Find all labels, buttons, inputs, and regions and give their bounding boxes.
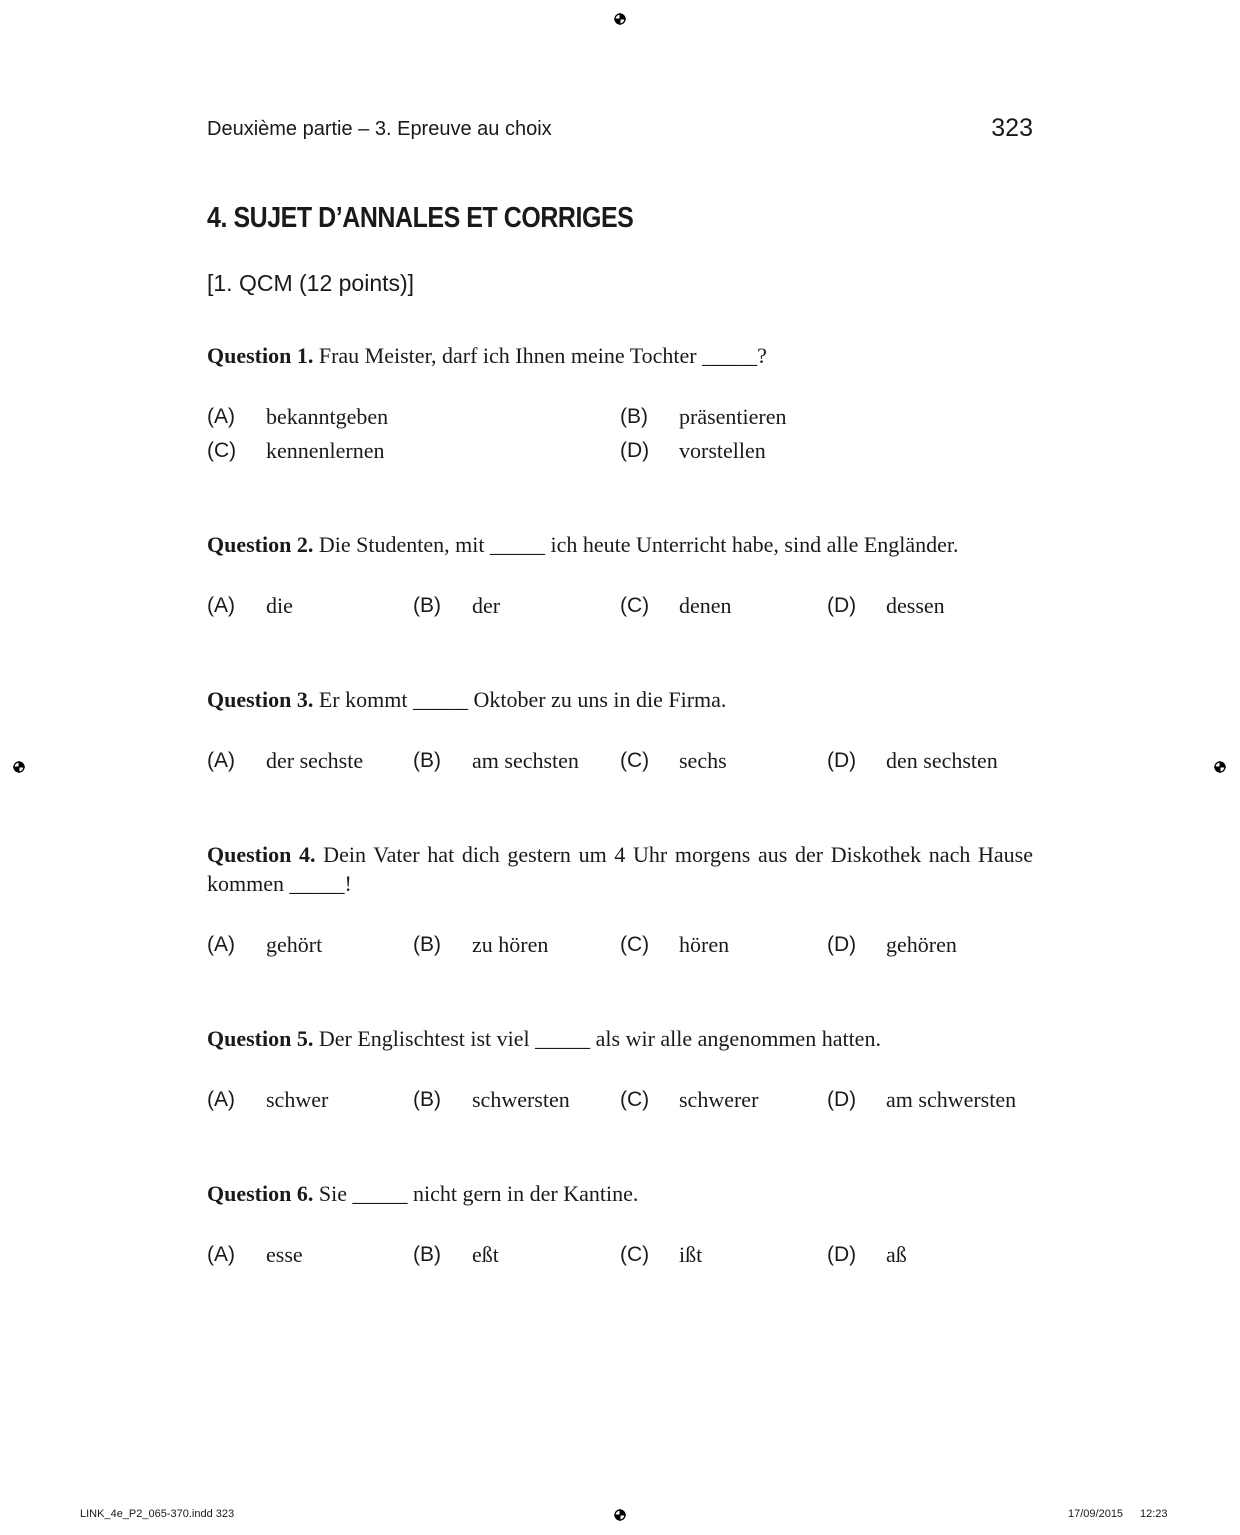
option-letter: (B) <box>620 405 648 428</box>
option-text: denen <box>679 593 732 618</box>
option-letter: (D) <box>827 933 857 956</box>
option-letter: (A) <box>207 749 235 772</box>
option-text: hören <box>679 932 730 957</box>
option-letter: (B) <box>413 933 441 956</box>
option-text: der sechste <box>266 748 364 773</box>
option-letter: (D) <box>827 1088 857 1111</box>
question-text: Die Studenten, mit _____ ich heute Unterricht habe, sind alle Engländer. <box>313 532 959 557</box>
option-text: schwerer <box>679 1087 759 1112</box>
question-label: Question 6. <box>207 1181 314 1206</box>
option-text: zu hören <box>472 932 549 957</box>
footer-file-info: LINK_4e_P2_065-370.indd 323 <box>80 1508 235 1520</box>
question-5 <box>207 1024 1033 1053</box>
registration-mark-icon <box>13 761 25 773</box>
question-text: Frau Meister, darf ich Ihnen meine Tochter _____? <box>313 343 767 368</box>
option-letter: (B) <box>413 594 441 617</box>
option-letter: (B) <box>413 1243 441 1266</box>
option-text: gehört <box>266 932 323 957</box>
option-letter: (A) <box>207 1243 235 1266</box>
option-letter: (A) <box>207 1088 235 1111</box>
question-1 <box>207 341 1033 370</box>
option-letter: (B) <box>413 1088 441 1111</box>
option-letter: (C) <box>620 1088 650 1111</box>
question-6 <box>207 1179 1033 1208</box>
option-text: sechs <box>679 748 727 773</box>
option-text: ißt <box>679 1242 703 1267</box>
option-text: die <box>266 593 293 618</box>
question-label: Question 4. <box>207 842 316 867</box>
option-text: den sechsten <box>886 748 998 773</box>
question-label: Question 5. <box>207 1026 314 1051</box>
question-label: Question 2. <box>207 532 314 557</box>
question-text: Er kommt _____ Oktober zu uns in die Firma. <box>313 687 727 712</box>
option-text: kennenlernen <box>266 438 385 463</box>
option-text: vorstellen <box>679 438 766 463</box>
option-letter: (A) <box>207 594 235 617</box>
page-number: 323 <box>991 114 1033 142</box>
question-3 <box>207 685 1033 714</box>
option-text: schwer <box>266 1087 329 1112</box>
question-2 <box>207 530 1033 559</box>
option-letter: (C) <box>620 1243 650 1266</box>
option-letter: (C) <box>207 439 237 462</box>
option-letter: (A) <box>207 405 235 428</box>
option-text: aß <box>886 1242 907 1267</box>
option-letter: (D) <box>620 439 650 462</box>
subsection-heading: [1. QCM (12 points)] <box>207 270 415 296</box>
option-text: gehören <box>886 932 957 957</box>
option-text: am schwersten <box>886 1087 1017 1112</box>
question-text: Der Englischtest ist viel _____ als wir alle angenommen hatten. <box>313 1026 881 1051</box>
option-letter: (B) <box>413 749 441 772</box>
option-text: der <box>472 593 501 618</box>
option-text: bekanntgeben <box>266 404 389 429</box>
option-letter: (C) <box>620 933 650 956</box>
option-text: eßt <box>472 1242 499 1267</box>
option-text: esse <box>266 1242 303 1267</box>
option-letter: (C) <box>620 594 650 617</box>
registration-mark-icon <box>1214 761 1226 773</box>
registration-mark-icon <box>614 13 626 25</box>
question-text: Sie _____ nicht gern in der Kantine. <box>313 1181 639 1206</box>
option-text: schwersten <box>472 1087 570 1112</box>
running-head: Deuxième partie – 3. Epreuve au choix <box>207 118 552 140</box>
question-label: Question 3. <box>207 687 314 712</box>
option-letter: (D) <box>827 1243 857 1266</box>
footer-time: 12:23 <box>1140 1508 1168 1520</box>
option-text: am sechsten <box>472 748 579 773</box>
section-title: 4. SUJET D’ANNALES ET CORRIGES <box>207 202 634 234</box>
registration-mark-icon <box>614 1509 626 1521</box>
option-letter: (C) <box>620 749 650 772</box>
option-letter: (D) <box>827 594 857 617</box>
option-letter: (A) <box>207 933 235 956</box>
question-4 <box>207 840 1033 898</box>
option-text: präsentieren <box>679 404 787 429</box>
option-text: dessen <box>886 593 945 618</box>
footer-date: 17/09/2015 <box>1068 1508 1124 1520</box>
question-label: Question 1. <box>207 343 314 368</box>
question-text: Dein Vater hat dich gestern um 4 Uhr morgens aus der Diskothek nach Hause kommen _____! <box>207 842 1033 896</box>
option-letter: (D) <box>827 749 857 772</box>
